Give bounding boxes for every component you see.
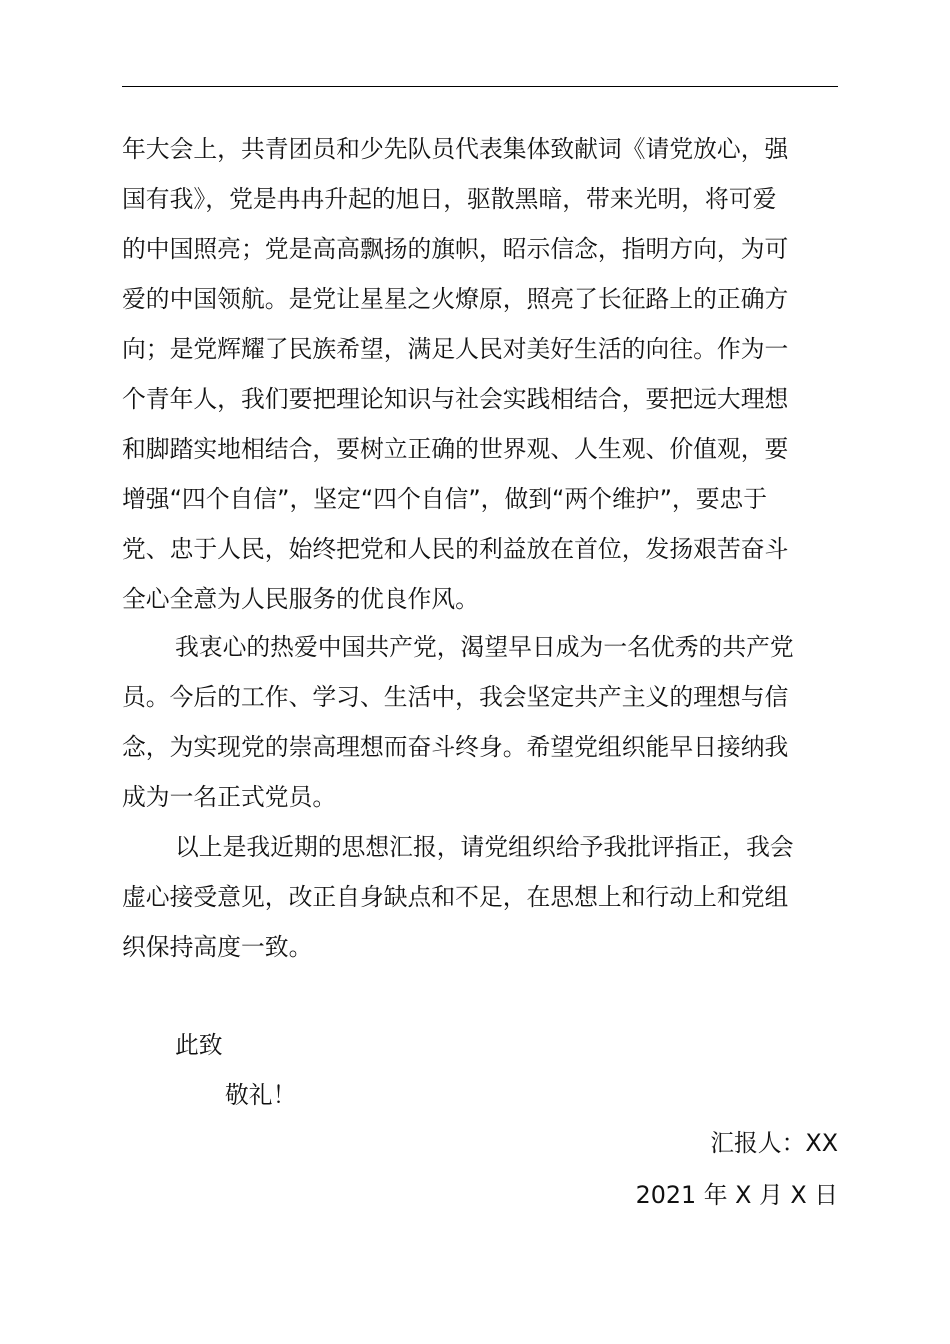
body-line: 我衷心的热爱中国共产党，渴望早日成为一名优秀的共产党 [175, 633, 794, 661]
body-line: 成为一名正式党员。 [122, 783, 337, 811]
body-line: 的中国照亮；党是高高飘扬的旗帜，昭示信念，指明方向，为可 [122, 235, 789, 263]
body-line: 念，为实现党的崇高理想而奋斗终身。希望党组织能早日接纳我 [122, 733, 789, 761]
closing-regards: 敬礼！ [225, 1081, 297, 1109]
body-line: 年大会上，共青团员和少先队员代表集体致献词《请党放心，强 [122, 135, 789, 163]
header-rule [122, 86, 838, 87]
body-line: 个青年人，我们要把理论知识与社会实践相结合，要把远大理想 [122, 385, 789, 413]
body-line: 向；是党辉耀了民族希望，满足人民对美好生活的向往。作为一 [122, 335, 789, 363]
body-line: 织保持高度一致。 [122, 933, 313, 961]
body-line: 员。今后的工作、学习、生活中，我会坚定共产主义的理想与信 [122, 683, 789, 711]
body-line: 和脚踏实地相结合，要树立正确的世界观、人生观、价值观，要 [122, 435, 789, 463]
body-line: 以上是我近期的思想汇报，请党组织给予我批评指正，我会 [175, 833, 794, 861]
body-line: 爱的中国领航。是党让星星之火燎原，照亮了长征路上的正确方 [122, 285, 789, 313]
body-line: 虚心接受意见，改正自身缺点和不足，在思想上和行动上和党组 [122, 883, 789, 911]
body-line: 全心全意为人民服务的优良作风。 [122, 585, 479, 613]
report-date: 2021 年 X 月 X 日 [635, 1181, 838, 1209]
body-line: 党、忠于人民，始终把党和人民的利益放在首位，发扬艰苦奋斗 [122, 535, 789, 563]
body-line: 增强“四个自信”，坚定“四个自信”，做到“两个维护”，要忠于 [122, 485, 768, 513]
closing-salutation: 此致 [175, 1031, 223, 1059]
body-line: 国有我》，党是冉冉升起的旭日，驱散黑暗，带来光明，将可爱 [122, 185, 777, 213]
reporter-name: 汇报人：XX [710, 1129, 838, 1157]
